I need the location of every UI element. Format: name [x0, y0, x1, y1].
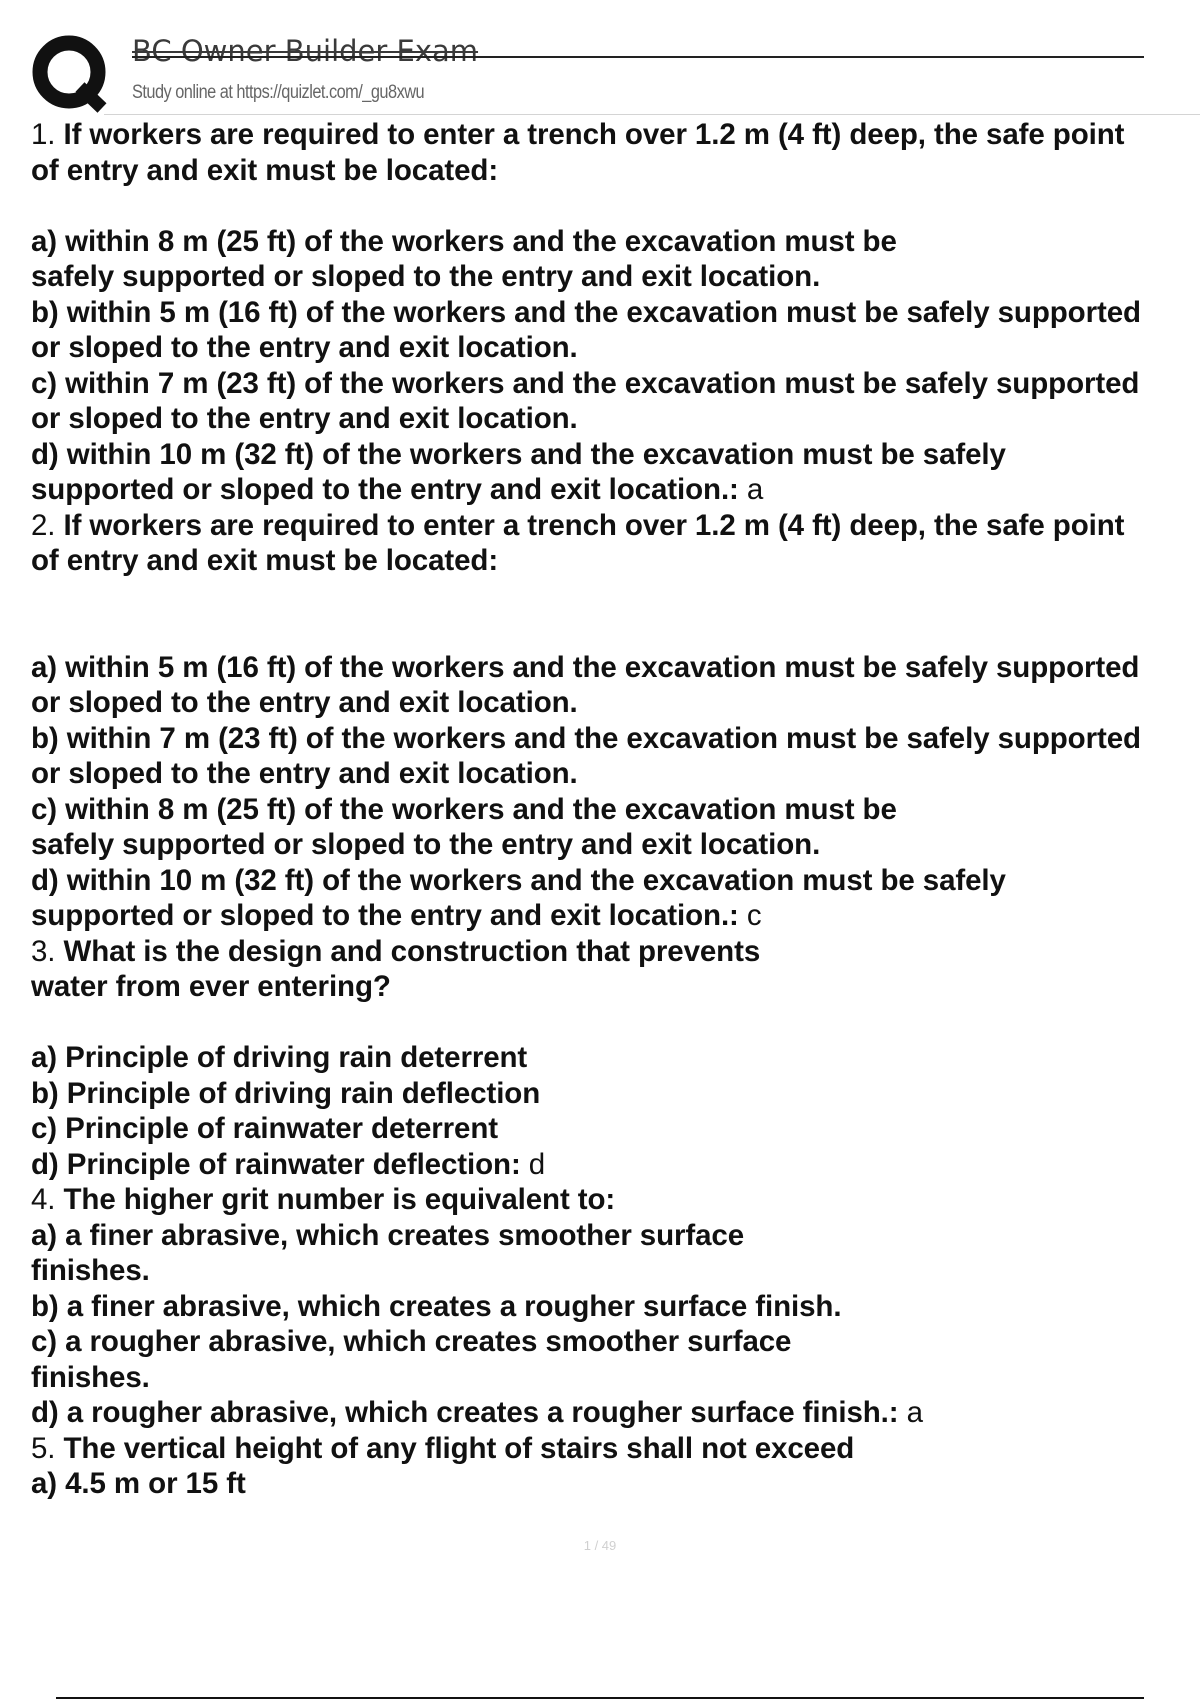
study-online-link[interactable]: Study online at https://quizlet.com/_gu8xwu: [132, 82, 425, 103]
question-3-answer: d: [528, 1147, 546, 1181]
question-4-option-last: d) a rougher abrasive, which creates a rougher surface finish.: a: [31, 1396, 923, 1429]
question-5-line-1: 5. The vertical height of any flight of stairs shall not exceed: [31, 1431, 855, 1465]
question-5-number: 5.: [31, 1431, 56, 1465]
question-2-number: 2.: [31, 508, 56, 542]
header-separator: [104, 114, 1200, 115]
question-2-option: safely supported or sloped to the entry and exit location.: [31, 828, 821, 861]
question-2-option: or sloped to the entry and exit location.: [31, 686, 578, 719]
question-1-line-1: 1. If workers are required to enter a trench over 1.2 m (4 ft) deep, the safe point: [31, 118, 1125, 151]
question-1-answer: a: [746, 473, 764, 506]
document-title: BC Owner Builder Exam: [132, 34, 479, 68]
question-1-option-last: supported or sloped to the entry and exit location.: a: [31, 473, 764, 506]
question-3-number: 3.: [31, 934, 56, 968]
question-1-number: 1.: [31, 118, 56, 151]
question-3-option-last: d) Principle of rainwater deflection: d: [31, 1147, 546, 1181]
question-1-option: safely supported or sloped to the entry and exit location.: [31, 260, 821, 293]
quizlet-logo-icon: [30, 32, 112, 114]
question-2-option: c) within 8 m (25 ft) of the workers and the excavation must be: [31, 792, 897, 826]
question-2-option: or sloped to the entry and exit location.: [31, 757, 578, 790]
question-list: [31, 117, 1200, 1502]
question-4-line-1: 4. The higher grit number is equivalent to:: [31, 1183, 616, 1216]
question-4-answer: a: [906, 1396, 923, 1429]
question-3-option: a) Principle of driving rain deterrent: [31, 1041, 528, 1074]
footer-rule: [56, 1697, 1144, 1699]
page-number: 1 / 49: [583, 1538, 617, 1553]
header-rule: [132, 56, 1144, 58]
question-1-line-2: of entry and exit must be located:: [31, 153, 499, 187]
question-2-option-last: supported or sloped to the entry and exit location.: c: [31, 899, 762, 932]
question-1-option: or sloped to the entry and exit location.: [31, 402, 578, 435]
question-3-option: b) Principle of driving rain deflection: [31, 1076, 541, 1110]
question-5-option: a) 4.5 m or 15 ft: [31, 1467, 246, 1500]
question-4-number: 4.: [31, 1183, 56, 1216]
question-1-option: a) within 8 m (25 ft) of the workers and the excavation must be: [31, 224, 897, 258]
question-4-option: a) a finer abrasive, which creates smoother surface: [31, 1218, 745, 1252]
question-1-option: c) within 7 m (23 ft) of the workers and the excavation must be safely supported: [31, 366, 1140, 400]
question-2-option: d) within 10 m (32 ft) of the workers and the excavation must be safely: [31, 863, 1006, 897]
question-4-option: finishes.: [31, 1254, 150, 1287]
question-2-line-2: of entry and exit must be located:: [31, 544, 499, 577]
question-1-option: d) within 10 m (32 ft) of the workers and the excavation must be safely: [31, 437, 1006, 471]
question-2-option: a) within 5 m (16 ft) of the workers and the excavation must be safely supported: [31, 650, 1140, 684]
question-2-option: b) within 7 m (23 ft) of the workers and the excavation must be safely supported: [31, 721, 1141, 755]
question-3-option: c) Principle of rainwater deterrent: [31, 1112, 498, 1145]
question-2-line-1: 2. If workers are required to enter a trench over 1.2 m (4 ft) deep, the safe point: [31, 508, 1125, 542]
question-1-option: or sloped to the entry and exit location.: [31, 331, 578, 364]
question-2-answer: c: [746, 899, 762, 932]
question-3-line-2: water from ever entering?: [31, 970, 391, 1003]
question-1-option: b) within 5 m (16 ft) of the workers and the excavation must be safely supported: [31, 295, 1141, 329]
question-3-line-1: 3. What is the design and construction that prevents: [31, 934, 761, 968]
question-4-option: b) a finer abrasive, which creates a rougher surface finish.: [31, 1289, 842, 1323]
question-4-option: finishes.: [31, 1360, 150, 1394]
question-4-option: c) a rougher abrasive, which creates smoother surface: [31, 1325, 792, 1358]
